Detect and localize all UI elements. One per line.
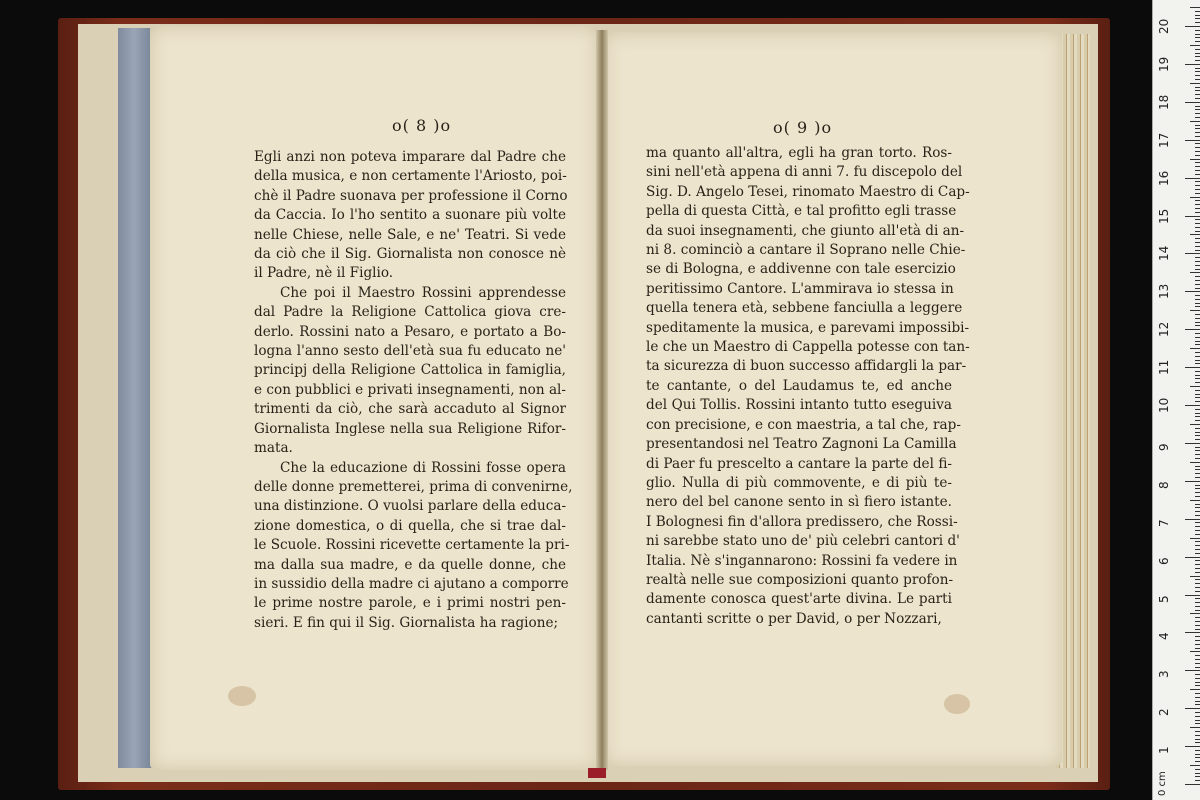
ruler-tick — [1195, 701, 1200, 702]
ruler-tick — [1195, 390, 1200, 391]
ruler-tick — [1195, 174, 1200, 175]
ruler-tick — [1195, 492, 1200, 493]
ruler-tick — [1195, 189, 1200, 190]
ruler-tick — [1195, 473, 1200, 474]
ruler-tick — [1195, 125, 1200, 126]
ruler-tick — [1195, 106, 1200, 107]
ruler-tick — [1195, 306, 1200, 307]
ruler-tick — [1195, 204, 1200, 205]
ruler-tick — [1195, 261, 1200, 262]
ruler-tick — [1195, 606, 1200, 607]
ruler-tick — [1195, 526, 1200, 527]
ruler-tick — [1195, 71, 1200, 72]
book-gutter — [596, 30, 608, 770]
ruler-tick — [1195, 568, 1200, 569]
ruler-tick — [1195, 22, 1200, 23]
ruler-tick — [1195, 420, 1200, 421]
ruler-number: 7 — [1157, 519, 1171, 527]
ruler-tick — [1195, 496, 1200, 497]
ruler-tick — [1195, 155, 1200, 156]
ruler-tick — [1195, 693, 1200, 694]
ruler-tick — [1195, 488, 1200, 489]
ruler-tick — [1195, 98, 1200, 99]
text-line: le prime nostre parole, e i primi nostri pen- — [254, 595, 566, 612]
ruler-number: 5 — [1157, 594, 1171, 603]
ruler-tick — [1195, 564, 1200, 565]
text-line: logna l'anno sesto dell'età sua fu educato ne' — [254, 343, 566, 360]
ruler-tick — [1195, 170, 1200, 171]
ruler-number: 13 — [1157, 284, 1171, 300]
text-line: se di Bologna, e addivenne con tale esercizio — [646, 261, 956, 278]
ruler-tick — [1195, 587, 1200, 588]
ruler-tick — [1195, 257, 1200, 258]
ruler-tick — [1195, 382, 1200, 383]
text-line: sini nell'età appena di anni 7. fu discepolo del — [646, 164, 963, 181]
ruler-tick — [1195, 485, 1200, 486]
ruler-tick — [1195, 344, 1200, 345]
ruler-tick — [1195, 231, 1200, 232]
ruler-tick — [1195, 227, 1200, 228]
ruler-tick — [1195, 136, 1200, 137]
ruler-tick — [1185, 481, 1200, 482]
ruler-tick — [1195, 295, 1200, 296]
ruler-tick — [1195, 458, 1200, 459]
ruler-number: 8 — [1157, 481, 1171, 489]
ruler-tick — [1195, 716, 1200, 717]
ruler-tick — [1195, 739, 1200, 740]
ruler-tick — [1195, 541, 1200, 542]
ruler-number: 2 — [1157, 708, 1171, 717]
ruler-tick — [1195, 625, 1200, 626]
ruler-tick — [1195, 731, 1200, 732]
ruler-tick — [1195, 447, 1200, 448]
ruler-tick — [1195, 754, 1200, 755]
ruler-tick — [1190, 462, 1200, 463]
ruler-tick — [1195, 185, 1200, 186]
ruler-tick — [1195, 181, 1200, 182]
foxing-stain — [944, 694, 970, 714]
text-line: delle donne premetterei, prima di convenirne, — [254, 478, 573, 495]
ruler-tick — [1195, 208, 1200, 209]
text-line: chè il Padre suonava per professione il Corno — [254, 187, 568, 204]
ruler-tick — [1195, 545, 1200, 546]
ruler-tick — [1195, 450, 1200, 451]
text-line: Che poi il Maestro Rossini apprendesse — [280, 284, 566, 301]
ruler-tick — [1195, 572, 1200, 573]
ruler-tick — [1195, 397, 1200, 398]
ribbon-marker — [588, 768, 606, 778]
text-line: peritissimo Cantore. L'ammirava io stessa in — [646, 280, 954, 297]
ruler-tick — [1185, 291, 1200, 292]
ruler-tick — [1195, 409, 1200, 410]
text-line: mata. — [254, 440, 293, 457]
text-line: il Padre, nè il Figlio. — [254, 265, 394, 282]
ruler-tick — [1195, 522, 1200, 523]
ruler-tick — [1185, 178, 1200, 179]
ruler-tick — [1195, 712, 1200, 713]
text-line: realtà nelle sue composizioni quanto profon- — [646, 571, 954, 588]
ruler-tick — [1195, 371, 1200, 372]
text-line: nelle Chiese, nelle Sale, e ne' Teatri. Si vede — [254, 226, 566, 243]
text-line: da suoi insegnamenti, che giunto all'età di an- — [646, 222, 965, 239]
text-line: Che la educazione di Rossini fosse opera — [280, 459, 566, 476]
ruler-tick — [1195, 37, 1200, 38]
ruler-tick — [1195, 401, 1200, 402]
ruler-tick — [1195, 151, 1200, 152]
ruler-tick — [1195, 363, 1200, 364]
ruler-tick — [1195, 166, 1200, 167]
ruler-tick — [1185, 595, 1200, 596]
ruler-tick — [1195, 678, 1200, 679]
ruler-tick — [1195, 162, 1200, 163]
text-line: trimenti da ciò, che sarà accaduto al Signor — [254, 401, 566, 418]
ruler-tick — [1195, 90, 1200, 91]
text-line: con precisione, e con maestria, a tal che, rap- — [646, 416, 961, 433]
text-line: te cantante, o del Laudamus te, ed anche — [646, 377, 952, 394]
ruler-tick — [1185, 519, 1200, 520]
ruler-tick — [1190, 689, 1200, 690]
text-line: Giornalista Inglese nella sua Religione Rifor- — [254, 420, 566, 437]
ruler-tick — [1195, 454, 1200, 455]
text-line: quella tenera età, sebbene fanciulla a leggere — [646, 300, 963, 317]
text-line: I Bolognesi fin d'allora predissero, che Rossi- — [646, 513, 958, 530]
ruler-tick — [1185, 329, 1200, 330]
text-line: damente conosca quest'arte divina. Le parti — [646, 591, 952, 608]
ruler-tick — [1190, 424, 1200, 425]
ruler-tick — [1195, 697, 1200, 698]
text-line: cantanti scritte o per David, o per Nozzari, — [646, 610, 942, 627]
ruler-tick — [1190, 765, 1200, 766]
ruler-tick — [1195, 534, 1200, 535]
ruler-tick — [1185, 64, 1200, 65]
ruler-tick — [1195, 113, 1200, 114]
ruler-number: 16 — [1157, 170, 1171, 186]
ruler-tick — [1195, 469, 1200, 470]
ruler-tick — [1195, 378, 1200, 379]
ruler-tick — [1185, 746, 1200, 747]
text-line: da Caccia. Io l'ho sentito a suonare più volte — [254, 207, 566, 224]
ruler-tick — [1195, 720, 1200, 721]
ruler-tick — [1190, 121, 1200, 122]
ruler-tick — [1195, 776, 1200, 777]
text-line: ma dalla sua madre, e da quelle donne, che — [254, 556, 566, 573]
ruler-tick — [1185, 367, 1200, 368]
ruler-tick — [1190, 576, 1200, 577]
ruler-tick — [1195, 504, 1200, 505]
ruler-tick — [1195, 337, 1200, 338]
ruler-tick — [1185, 784, 1200, 785]
ruler-tick — [1195, 667, 1200, 668]
ruler-tick — [1195, 761, 1200, 762]
ruler-tick — [1195, 288, 1200, 289]
ruler-tick — [1195, 303, 1200, 304]
ruler-number: 4 — [1157, 632, 1171, 641]
right-page-number: o( 9 )o — [773, 118, 833, 137]
ruler-tick — [1195, 432, 1200, 433]
ruler-tick — [1195, 246, 1200, 247]
ruler-tick — [1195, 238, 1200, 239]
ruler-tick — [1195, 60, 1200, 61]
ruler-tick — [1195, 617, 1200, 618]
ruler-tick — [1195, 553, 1200, 554]
ruler-tick — [1195, 94, 1200, 95]
ruler-tick — [1195, 515, 1200, 516]
ruler-tick — [1195, 530, 1200, 531]
ruler-tick — [1185, 140, 1200, 141]
ruler-tick — [1195, 735, 1200, 736]
ruler-tick — [1195, 212, 1200, 213]
ruler-tick — [1185, 632, 1200, 633]
ruler-tick — [1190, 197, 1200, 198]
text-line: e con pubblici e privati insegnamenti, non al- — [254, 381, 566, 398]
ruler-tick — [1195, 18, 1200, 19]
ruler-tick — [1195, 629, 1200, 630]
ruler-tick — [1195, 773, 1200, 774]
text-line: ni 8. cominciò a cantare il Soprano nelle Chie- — [646, 242, 966, 259]
text-line: ta sicurezza di buon successo affidargli la par- — [646, 358, 967, 375]
ruler-tick — [1195, 53, 1200, 54]
ruler-tick — [1190, 386, 1200, 387]
ruler-number: 19 — [1157, 56, 1171, 72]
ruler-tick — [1195, 34, 1200, 35]
text-line: principj della Religione Cattolica in famiglia, — [254, 362, 566, 379]
ruler-number: 20 — [1157, 18, 1171, 34]
text-line: una distinzione. O vuolsi parlare della educa- — [254, 498, 567, 515]
ruler-tick — [1190, 45, 1200, 46]
ruler-tick — [1195, 318, 1200, 319]
text-line: sieri. E fin qui il Sig. Giornalista ha ragione; — [254, 614, 559, 631]
ruler-tick — [1195, 549, 1200, 550]
ruler-tick — [1195, 579, 1200, 580]
ruler-number: 6 — [1157, 556, 1171, 565]
ruler-tick — [1195, 314, 1200, 315]
ruler-tick — [1195, 583, 1200, 584]
ruler-number: 15 — [1157, 208, 1171, 224]
ruler-tick — [1195, 325, 1200, 326]
text-line: zione domestica, o di quella, che si trae dal- — [254, 517, 566, 534]
ruler-tick — [1195, 682, 1200, 683]
ruler-tick — [1195, 394, 1200, 395]
text-line: glio. Nulla di più commovente, e di più te- — [646, 474, 952, 491]
ruler-tick — [1195, 87, 1200, 88]
ruler-tick — [1195, 322, 1200, 323]
text-line: pella di questa Città, e tal profitto egli trasse — [646, 203, 957, 220]
ruler-tick — [1195, 109, 1200, 110]
ruler-tick — [1195, 223, 1200, 224]
ruler-tick — [1195, 265, 1200, 266]
ruler-tick — [1190, 310, 1200, 311]
ruler-tick — [1195, 333, 1200, 334]
ruler-tick — [1195, 416, 1200, 417]
ruler-tick — [1195, 30, 1200, 31]
ruler-tick — [1190, 159, 1200, 160]
ruler-tick — [1195, 41, 1200, 42]
ruler-tick — [1195, 352, 1200, 353]
ruler-tick — [1195, 68, 1200, 69]
ruler-tick — [1195, 769, 1200, 770]
ruler-tick — [1195, 466, 1200, 467]
ruler-tick — [1190, 613, 1200, 614]
ruler-tick — [1190, 651, 1200, 652]
ruler-tick — [1185, 670, 1200, 671]
ruler-tick — [1195, 644, 1200, 645]
ruler-tick — [1195, 219, 1200, 220]
ruler-number: 14 — [1157, 246, 1171, 262]
text-line: le Scuole. Rossini ricevette certamente la pri- — [254, 537, 570, 554]
ruler-tick — [1195, 200, 1200, 201]
ruler-tick — [1195, 117, 1200, 118]
ruler-tick — [1190, 348, 1200, 349]
ruler-tick — [1195, 507, 1200, 508]
ruler-tick — [1195, 128, 1200, 129]
ruler-number: 11 — [1157, 359, 1171, 376]
ruler-tick — [1190, 234, 1200, 235]
ruler-tick — [1195, 284, 1200, 285]
ruler-tick — [1195, 591, 1200, 592]
ruler-tick — [1195, 757, 1200, 758]
text-line: del Qui Tollis. Rossini intanto tutto eseguiva — [646, 397, 952, 414]
ruler-tick — [1195, 704, 1200, 705]
ruler-tick — [1190, 727, 1200, 728]
ruler-tick — [1195, 636, 1200, 637]
ruler-tick — [1190, 272, 1200, 273]
ruler-tick — [1195, 511, 1200, 512]
ruler-tick — [1185, 253, 1200, 254]
ruler-tick — [1195, 477, 1200, 478]
ruler-tick — [1195, 75, 1200, 76]
ruler-tick — [1195, 560, 1200, 561]
ruler-tick — [1185, 102, 1200, 103]
ruler-tick — [1185, 708, 1200, 709]
ruler-tick — [1195, 49, 1200, 50]
ruler-tick — [1195, 621, 1200, 622]
ruler-tick — [1195, 242, 1200, 243]
ruler-tick — [1195, 143, 1200, 144]
measurement-ruler — [1152, 0, 1200, 800]
ruler-tick — [1195, 674, 1200, 675]
ruler-tick — [1195, 11, 1200, 12]
ruler-tick — [1195, 602, 1200, 603]
ruler-tick — [1190, 83, 1200, 84]
text-line: Italia. Nè s'ingannarono: Rossini fa vedere in — [646, 552, 958, 569]
text-line: della musica, e non certamente l'Ariosto, poi- — [254, 168, 567, 185]
text-line: ma quanto all'altra, egli ha gran torto. Ros- — [646, 145, 952, 161]
ruler-tick — [1195, 276, 1200, 277]
ruler-tick — [1195, 428, 1200, 429]
text-line: in sussidio della madre ci ajutano a comporre — [254, 575, 569, 592]
ruler-tick — [1195, 250, 1200, 251]
ruler-tick — [1195, 439, 1200, 440]
ruler-tick — [1195, 742, 1200, 743]
ruler-number: 3 — [1157, 670, 1171, 679]
ruler-tick — [1195, 299, 1200, 300]
ruler-tick — [1195, 648, 1200, 649]
text-line: le che un Maestro di Cappella potesse con tan- — [646, 339, 970, 356]
text-line: da ciò che il Sig. Giornalista non conosce nè — [254, 246, 566, 263]
ruler-tick — [1190, 7, 1200, 8]
ruler-tick — [1195, 132, 1200, 133]
ruler-unit-label: 0 cm — [1157, 771, 1168, 796]
text-line: di Paer fu prescelto a cantare la parte del fi- — [646, 455, 952, 472]
text-line: ni sarebbe stato uno de' più celebri cantori d' — [646, 533, 960, 550]
ruler-tick — [1195, 610, 1200, 611]
ruler-tick — [1195, 360, 1200, 361]
left-page-text — [254, 148, 573, 633]
right-page-text — [646, 144, 970, 629]
ruler-tick — [1195, 79, 1200, 80]
ruler-tick — [1195, 269, 1200, 270]
ruler-tick — [1195, 723, 1200, 724]
ruler-tick — [1195, 375, 1200, 376]
text-line: Sig. D. Angelo Tesei, rinomato Maestro di Cap- — [646, 183, 970, 200]
ruler-tick — [1185, 557, 1200, 558]
ruler-number: 18 — [1157, 94, 1171, 110]
foxing-stain — [228, 686, 256, 706]
ruler-tick — [1195, 750, 1200, 751]
ruler-tick — [1195, 640, 1200, 641]
ruler-tick — [1195, 56, 1200, 57]
ruler-tick — [1195, 15, 1200, 16]
ruler-number: 1 — [1157, 746, 1171, 755]
ruler-tick — [1185, 216, 1200, 217]
left-page-number: o( 8 )o — [392, 116, 452, 135]
ruler-tick — [1195, 685, 1200, 686]
text-line: presentandosi nel Teatro Zagnoni La Camilla — [646, 436, 957, 453]
ruler-tick — [1195, 435, 1200, 436]
ruler-tick — [1185, 26, 1200, 27]
ruler-tick — [1195, 280, 1200, 281]
ruler-number: 9 — [1157, 443, 1171, 451]
ruler-tick — [1195, 663, 1200, 664]
text-line: dal Padre la Religione Cattolica giova cre- — [254, 304, 566, 321]
ruler-tick — [1185, 405, 1200, 406]
ruler-tick — [1185, 443, 1200, 444]
text-line: speditamente la musica, e parevami impossibi- — [646, 319, 970, 336]
ruler-tick — [1195, 655, 1200, 656]
ruler-tick — [1195, 413, 1200, 414]
ruler-tick — [1195, 780, 1200, 781]
ruler-tick — [1195, 356, 1200, 357]
ruler-tick — [1190, 500, 1200, 501]
ruler-tick — [1195, 193, 1200, 194]
ruler-tick — [1195, 659, 1200, 660]
ruler-tick — [1195, 598, 1200, 599]
text-line: nero del bel canone sento in sì fiero istante. — [646, 494, 952, 511]
ruler-tick — [1195, 341, 1200, 342]
ruler-number: 17 — [1157, 132, 1171, 148]
text-line: derlo. Rossini nato a Pesaro, e portato a Bo- — [254, 323, 566, 340]
ruler-tick — [1190, 538, 1200, 539]
ruler-number: 12 — [1157, 321, 1171, 338]
ruler-number: 10 — [1157, 397, 1171, 413]
ruler-tick — [1195, 147, 1200, 148]
text-line: Egli anzi non poteva imparare dal Padre che — [254, 149, 566, 165]
